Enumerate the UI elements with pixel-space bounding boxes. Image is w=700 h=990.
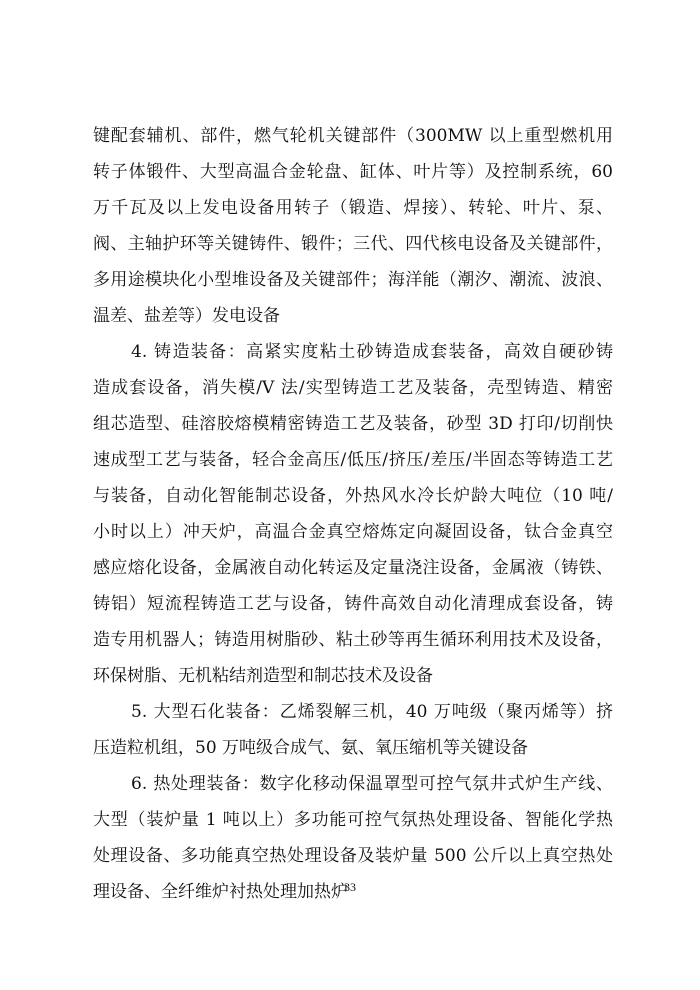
text-line: 大型（装炉量 1 吨以上）多功能可控气氛热处理设备、智能化学热 (93, 810, 613, 830)
text-line: 理设备、全纤维炉衬热处理加热炉 (93, 882, 348, 902)
text-line: 环保树脂、无机粘结剂造型和制芯技术及设备 (93, 666, 433, 686)
section-heading-line: 4. 铸造装备：高紧实度粘土砂铸造成套装备，高效自硬砂铸 (131, 342, 613, 362)
text-line: 感应熔化设备，金属液自动化转运及定量浇注设备，金属液（铸铁、 (93, 558, 613, 578)
text-line: 温差、盐差等）发电设备 (93, 306, 280, 326)
text-line: 键配套辅机、部件，燃气轮机关键部件（300MW 以上重型燃机用 (93, 126, 613, 146)
text-line: 组芯造型、硅溶胶熔模精密铸造工艺及装备，砂型 3D 打印/切削快 (93, 414, 613, 434)
text-line: 阀、主轴护环等关键铸件、锻件；三代、四代核电设备及关键部件， (93, 234, 613, 254)
text-line: 压造粒机组，50 万吨级合成气、氨、氧压缩机等关键设备 (93, 738, 529, 758)
page-number: 33 (344, 880, 356, 894)
text-line: 处理设备、多功能真空热处理设备及装炉量 500 公斤以上真空热处 (93, 846, 613, 866)
text-line: 造专用机器人；铸造用树脂砂、粘土砂等再生循环利用技术及设备， (93, 630, 613, 650)
text-line: 速成型工艺与装备，轻合金高压/低压/挤压/差压/半固态等铸造工艺 (93, 450, 613, 470)
text-line: 转子体锻件、大型高温合金轮盘、缸体、叶片等）及控制系统，60 (93, 162, 613, 182)
text-line: 与装备，自动化智能制芯设备，外热风水冷长炉龄大吨位（10 吨/ (93, 486, 613, 506)
text-line: 铸铝）短流程铸造工艺与设备，铸件高效自动化清理成套设备，铸 (93, 594, 613, 614)
section-heading-line: 6. 热处理装备：数字化移动保温罩型可控气氛井式炉生产线、 (131, 774, 613, 794)
text-line: 万千瓦及以上发电设备用转子（锻造、焊接）、转轮、叶片、泵、 (93, 198, 613, 218)
text-line: 小时以上）冲天炉，高温合金真空熔炼定向凝固设备，钛合金真空 (93, 522, 613, 542)
text-line: 造成套设备，消失模/V 法/实型铸造工艺及装备，壳型铸造、精密 (93, 378, 613, 398)
text-line: 多用途模块化小型堆设备及关键部件；海洋能（潮汐、潮流、波浪、 (93, 270, 613, 290)
section-heading-line: 5. 大型石化装备：乙烯裂解三机，40 万吨级（聚丙烯等）挤 (131, 702, 613, 722)
